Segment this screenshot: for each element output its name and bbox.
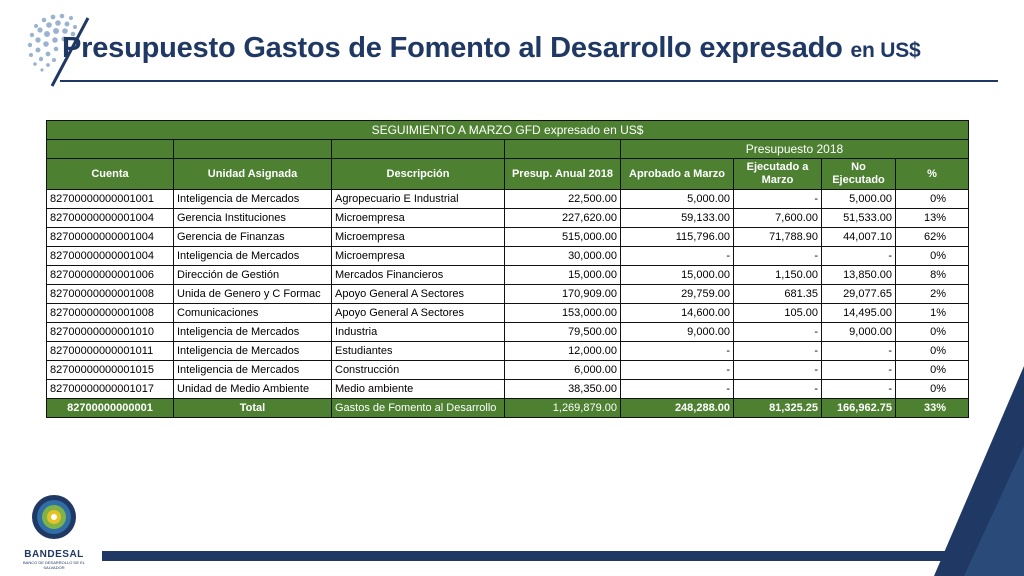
cell-cuenta: 82700000000001004 (47, 209, 174, 228)
table-body (47, 190, 969, 399)
cell-ejecutado: - (734, 323, 822, 342)
footer-bar (102, 551, 1007, 561)
cell-ejecutado: 681.35 (734, 285, 822, 304)
cell-cuenta: 82700000000001011 (47, 342, 174, 361)
cell-no-ejecutado: 5,000.00 (822, 190, 896, 209)
cell-cuenta: 82700000000001004 (47, 228, 174, 247)
cell-ejecutado: - (734, 247, 822, 266)
cell-porcentaje: 0% (896, 190, 969, 209)
cell-cuenta: 82700000000001008 (47, 285, 174, 304)
table-row (47, 266, 969, 285)
table-row (47, 380, 969, 399)
table-caption-row (47, 121, 969, 140)
cell-presupuesto: 30,000.00 (505, 247, 621, 266)
cell-no-ejecutado: 51,533.00 (822, 209, 896, 228)
cell-cuenta: 82700000000001017 (47, 380, 174, 399)
cell-porcentaje: 62% (896, 228, 969, 247)
corner-accent-shape (934, 366, 1024, 576)
total-no-ejecutado: 166,962.75 (822, 399, 896, 418)
cell-cuenta: 82700000000001004 (47, 247, 174, 266)
col-header-no-ejecutado: No Ejecutado (822, 159, 896, 190)
cell-presupuesto: 515,000.00 (505, 228, 621, 247)
total-porcentaje: 33% (896, 399, 969, 418)
cell-cuenta: 82700000000001008 (47, 304, 174, 323)
cell-no-ejecutado: - (822, 380, 896, 399)
cell-presupuesto: 38,350.00 (505, 380, 621, 399)
total-cuenta: 82700000000001 (47, 399, 174, 418)
cell-aprobado: 59,133.00 (621, 209, 734, 228)
cell-no-ejecutado: - (822, 247, 896, 266)
brand-tagline: BANCO DE DESARROLLO DE EL SALVADOR (22, 560, 86, 570)
cell-unidad: Inteligencia de Mercados (174, 342, 332, 361)
cell-porcentaje: 2% (896, 285, 969, 304)
cell-descripcion: Microempresa (332, 228, 505, 247)
cell-ejecutado: 105.00 (734, 304, 822, 323)
brand-logo (14, 492, 94, 570)
cell-presupuesto: 79,500.00 (505, 323, 621, 342)
cell-presupuesto: 170,909.00 (505, 285, 621, 304)
cell-porcentaje: 13% (896, 209, 969, 228)
cell-unidad: Inteligencia de Mercados (174, 361, 332, 380)
cell-descripcion: Mercados Financieros (332, 266, 505, 285)
cell-descripcion: Microempresa (332, 209, 505, 228)
col-header-aprobado: Aprobado a Marzo (621, 159, 734, 190)
cell-cuenta: 82700000000001001 (47, 190, 174, 209)
cell-porcentaje: 0% (896, 323, 969, 342)
cell-unidad: Dirección de Gestión (174, 266, 332, 285)
table-row (47, 228, 969, 247)
table-total-row (47, 399, 969, 418)
cell-descripcion: Microempresa (332, 247, 505, 266)
cell-presupuesto: 227,620.00 (505, 209, 621, 228)
cell-cuenta: 82700000000001010 (47, 323, 174, 342)
cell-porcentaje: 0% (896, 342, 969, 361)
cell-unidad: Inteligencia de Mercados (174, 323, 332, 342)
cell-descripcion: Agropecuario E Industrial (332, 190, 505, 209)
cell-ejecutado: - (734, 342, 822, 361)
total-aprobado: 248,288.00 (621, 399, 734, 418)
cell-cuenta: 82700000000001006 (47, 266, 174, 285)
table-row (47, 361, 969, 380)
cell-no-ejecutado: 14,495.00 (822, 304, 896, 323)
col-header-descripcion: Descripción (332, 159, 505, 190)
cell-porcentaje: 0% (896, 380, 969, 399)
cell-ejecutado: 7,600.00 (734, 209, 822, 228)
cell-unidad: Inteligencia de Mercados (174, 190, 332, 209)
cell-unidad: Comunicaciones (174, 304, 332, 323)
budget-table (46, 120, 969, 418)
page-title (62, 32, 921, 65)
cell-presupuesto: 22,500.00 (505, 190, 621, 209)
cell-descripcion: Construcción (332, 361, 505, 380)
brand-name: BANDESAL (24, 549, 84, 560)
cell-ejecutado: - (734, 190, 822, 209)
table-row (47, 285, 969, 304)
cell-aprobado: - (621, 342, 734, 361)
total-ejecutado: 81,325.25 (734, 399, 822, 418)
bandesal-logo-icon (27, 492, 81, 542)
cell-unidad: Gerencia de Finanzas (174, 228, 332, 247)
cell-descripcion: Industria (332, 323, 505, 342)
cell-presupuesto: 15,000.00 (505, 266, 621, 285)
total-presupuesto: 1,269,879.00 (505, 399, 621, 418)
col-header-unidad: Unidad Asignada (174, 159, 332, 190)
cell-no-ejecutado: - (822, 361, 896, 380)
cell-unidad: Inteligencia de Mercados (174, 247, 332, 266)
cell-descripcion: Apoyo General A Sectores (332, 285, 505, 304)
cell-ejecutado: - (734, 361, 822, 380)
table-row (47, 342, 969, 361)
title-underline (60, 80, 998, 82)
total-descripcion: Gastos de Fomento al Desarrollo (332, 399, 505, 418)
title-main: Presupuesto Gastos de Fomento al Desarrollo expresado (62, 32, 843, 64)
table-caption: SEGUIMIENTO A MARZO GFD expresado en US$ (47, 121, 969, 140)
cell-cuenta: 82700000000001015 (47, 361, 174, 380)
col-header-ejecutado: Ejecutado a Marzo (734, 159, 822, 190)
col-header-cuenta: Cuenta (47, 159, 174, 190)
title-suffix: en US$ (850, 39, 921, 62)
table-row (47, 304, 969, 323)
cell-aprobado: 15,000.00 (621, 266, 734, 285)
cell-aprobado: 29,759.00 (621, 285, 734, 304)
cell-no-ejecutado: 9,000.00 (822, 323, 896, 342)
cell-unidad: Gerencia Instituciones (174, 209, 332, 228)
cell-aprobado: 14,600.00 (621, 304, 734, 323)
cell-no-ejecutado: - (822, 342, 896, 361)
cell-presupuesto: 12,000.00 (505, 342, 621, 361)
cell-porcentaje: 8% (896, 266, 969, 285)
table-row (47, 190, 969, 209)
cell-descripcion: Medio ambiente (332, 380, 505, 399)
table-row (47, 247, 969, 266)
cell-no-ejecutado: 44,007.10 (822, 228, 896, 247)
cell-descripcion: Estudiantes (332, 342, 505, 361)
cell-no-ejecutado: 29,077.65 (822, 285, 896, 304)
cell-unidad: Unidad de Medio Ambiente (174, 380, 332, 399)
table-header-row (47, 159, 969, 190)
cell-ejecutado: - (734, 380, 822, 399)
cell-aprobado: 5,000.00 (621, 190, 734, 209)
budget-table-container (46, 120, 968, 418)
cell-no-ejecutado: 13,850.00 (822, 266, 896, 285)
table-row (47, 209, 969, 228)
cell-aprobado: - (621, 247, 734, 266)
cell-unidad: Unida de Genero y C Formac (174, 285, 332, 304)
cell-porcentaje: 1% (896, 304, 969, 323)
cell-aprobado: 115,796.00 (621, 228, 734, 247)
cell-ejecutado: 1,150.00 (734, 266, 822, 285)
cell-porcentaje: 0% (896, 247, 969, 266)
group-header: Presupuesto 2018 (621, 140, 969, 159)
table-group-row (47, 140, 969, 159)
col-header-porcentaje: % (896, 159, 969, 190)
table-row (47, 323, 969, 342)
cell-aprobado: - (621, 361, 734, 380)
cell-descripcion: Apoyo General A Sectores (332, 304, 505, 323)
cell-aprobado: 9,000.00 (621, 323, 734, 342)
cell-presupuesto: 153,000.00 (505, 304, 621, 323)
cell-porcentaje: 0% (896, 361, 969, 380)
cell-ejecutado: 71,788.90 (734, 228, 822, 247)
total-label: Total (174, 399, 332, 418)
cell-presupuesto: 6,000.00 (505, 361, 621, 380)
cell-aprobado: - (621, 380, 734, 399)
col-header-presupuesto: Presup. Anual 2018 (505, 159, 621, 190)
